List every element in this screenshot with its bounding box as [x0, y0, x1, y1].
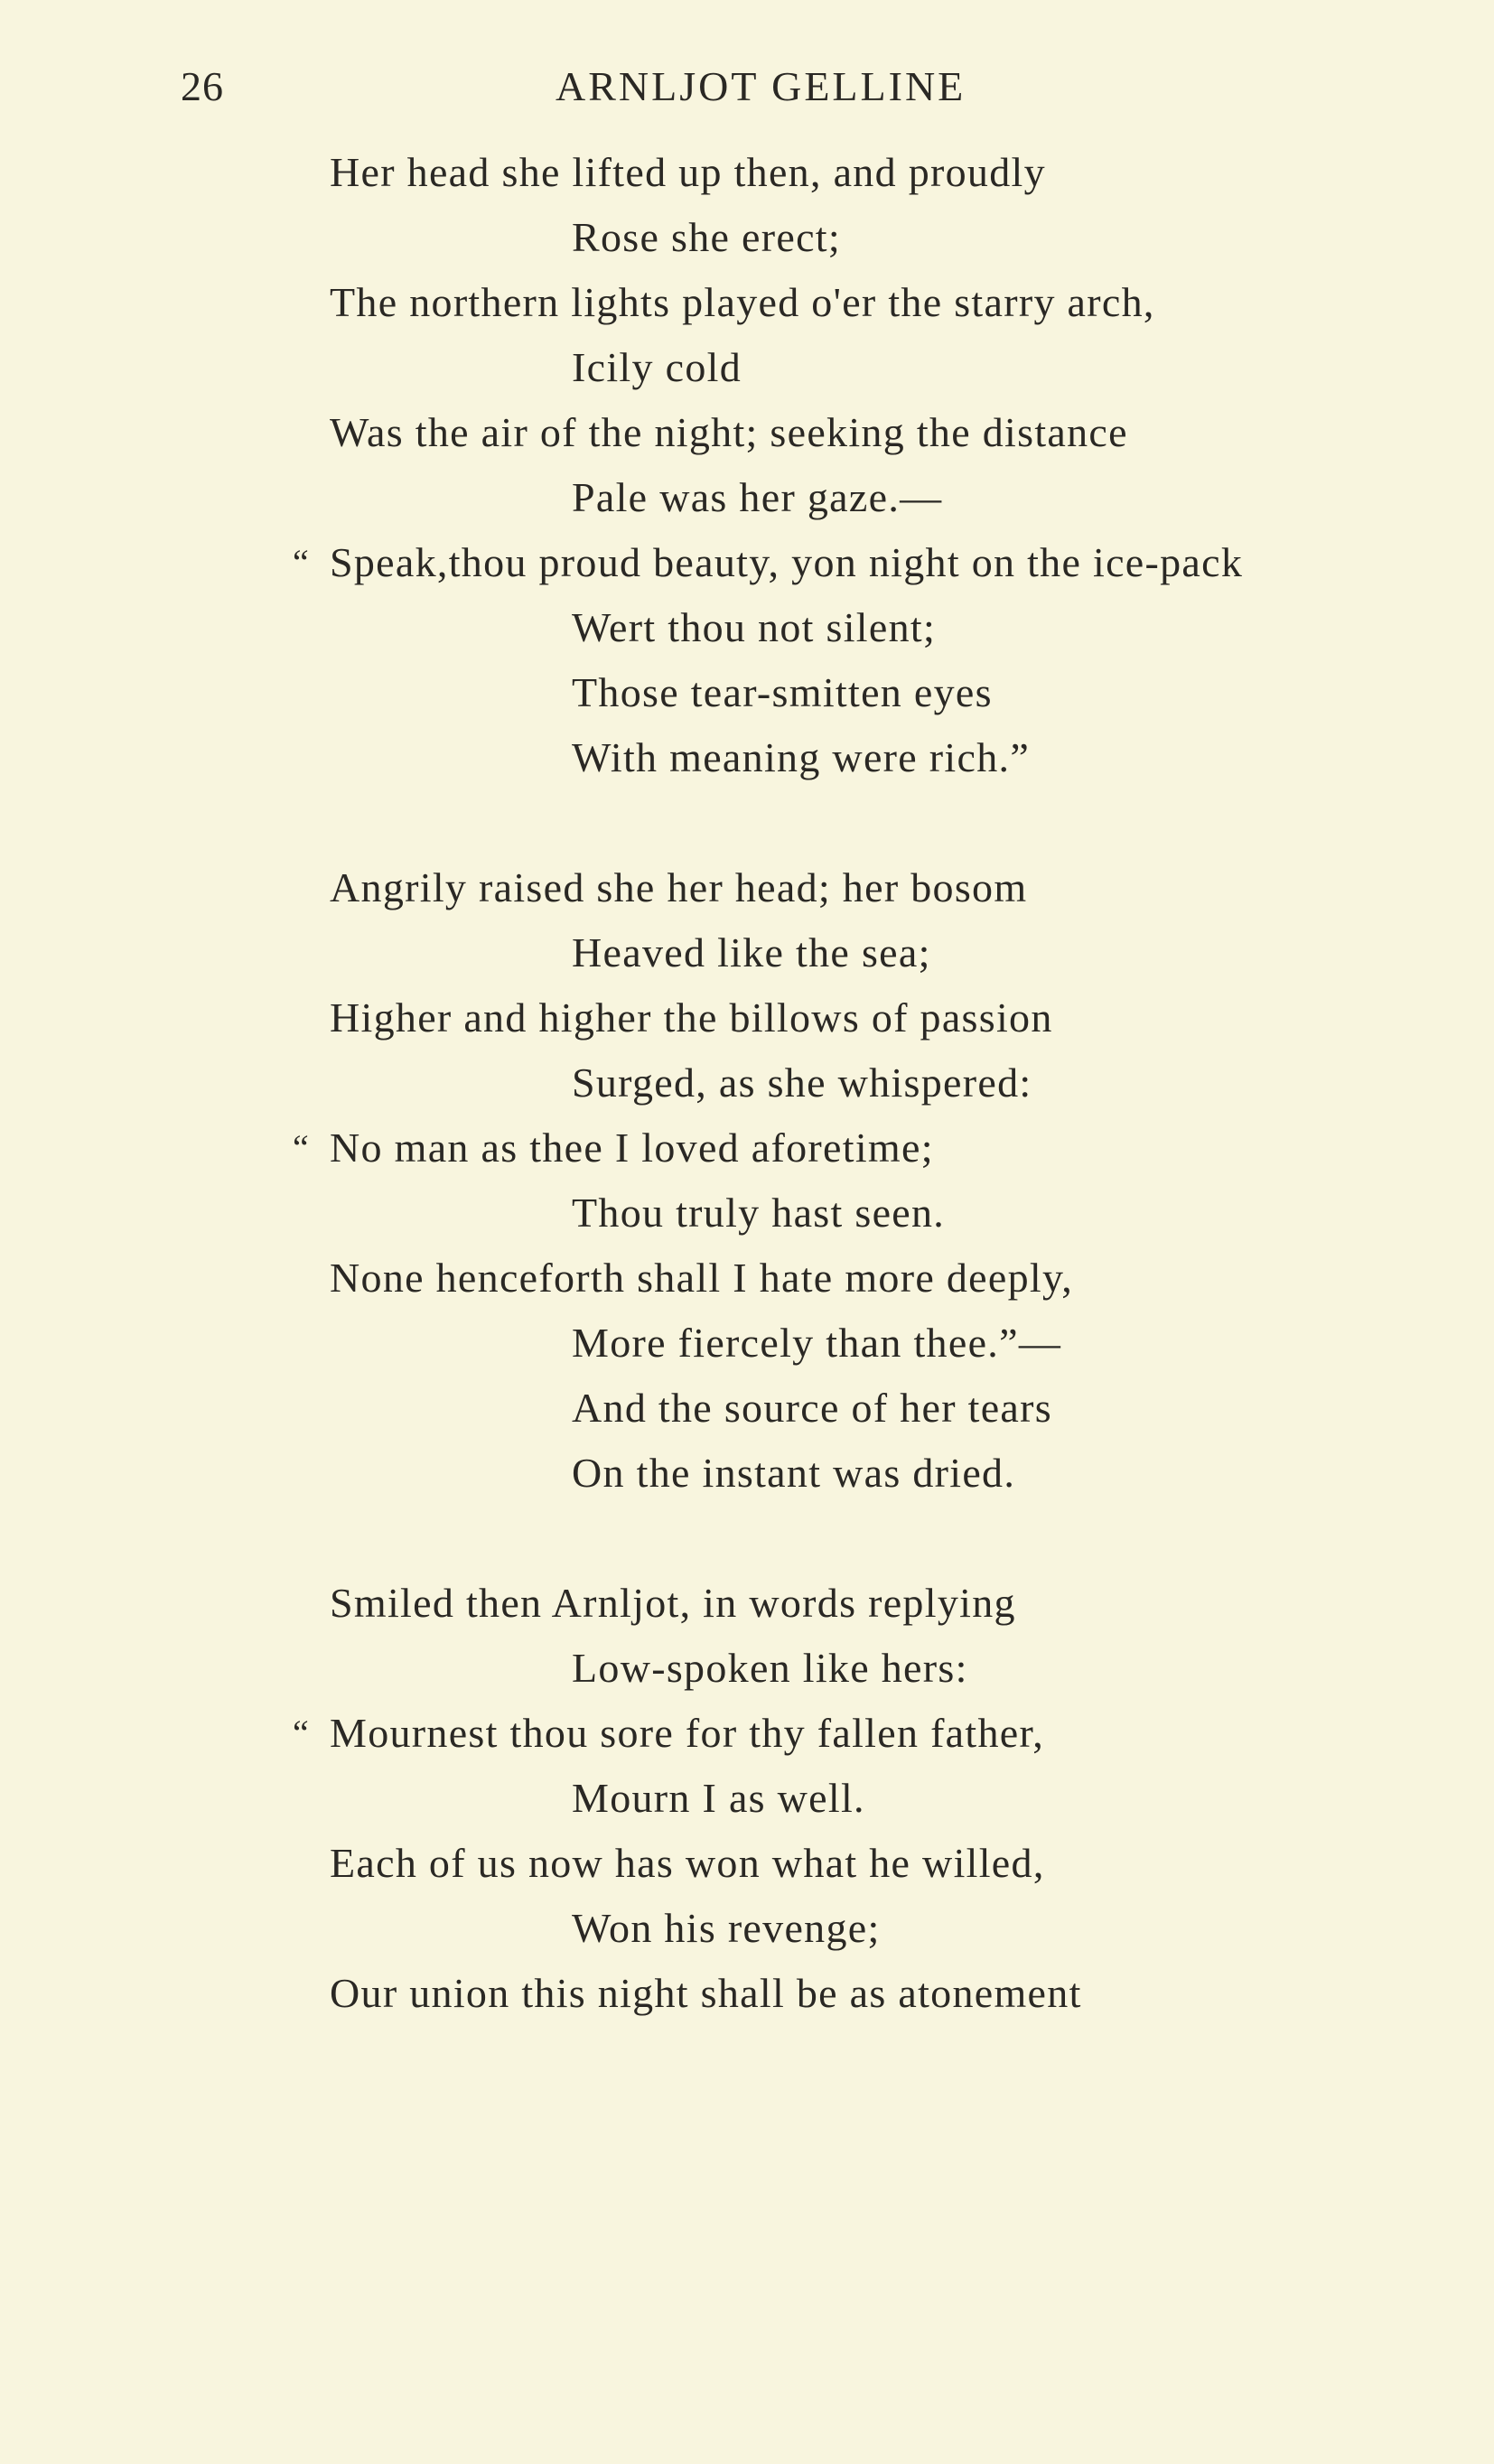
stanza	[0, 855, 1494, 1506]
poem-line-text: Smiled then Arnljot, in words replying	[330, 1580, 1016, 1626]
poem-line	[0, 1766, 1494, 1831]
poem-line-text: Low-spoken like hers:	[572, 1645, 968, 1691]
poem-line	[0, 205, 1494, 270]
poem-line-text: Rose she erect;	[572, 214, 841, 260]
poem-line-text: No man as thee I loved aforetime;	[330, 1125, 934, 1171]
poem-line-text: Speak,thou proud beauty, yon night on the ice-pack	[330, 539, 1244, 585]
poem-line	[0, 1961, 1494, 2026]
poem-line-text: Wert thou not silent;	[572, 604, 937, 650]
poem-line-text: Surged, as she whispered:	[572, 1059, 1032, 1106]
poem-line-text: The northern lights played o'er the starry arch,	[330, 279, 1155, 325]
poem-line	[0, 1701, 1494, 1766]
poem-line-text: Her head she lifted up then, and proudly	[330, 149, 1046, 195]
poem-line	[0, 1831, 1494, 1896]
poem-line	[0, 1181, 1494, 1246]
poem-line-text: Was the air of the night; seeking the distance	[330, 409, 1128, 455]
poem-line	[0, 400, 1494, 465]
poem-line	[0, 1441, 1494, 1506]
running-title: ARNLJOT GELLINE	[556, 63, 966, 109]
poem-line-text: None henceforth shall I hate more deeply,	[330, 1255, 1074, 1301]
poem-line-text: Mourn I as well.	[572, 1775, 865, 1821]
poem-line-text: Angrily raised she her head; her bosom	[330, 864, 1028, 910]
stanza	[0, 1571, 1494, 2026]
poem-line	[0, 725, 1494, 790]
poem-line	[0, 270, 1494, 335]
poem-line-text: Thou truly hast seen.	[572, 1190, 946, 1236]
poem-line-text: Won his revenge;	[572, 1905, 881, 1951]
open-quote-mark: “	[293, 1127, 311, 1168]
poem-line-text: Each of us now has won what he willed,	[330, 1840, 1045, 1886]
poem-line	[0, 465, 1494, 530]
poem-line	[0, 985, 1494, 1050]
poem-line	[0, 530, 1494, 595]
poem-line-text: Mournest thou sore for thy fallen father,	[330, 1710, 1045, 1756]
poem-line	[0, 595, 1494, 660]
page-header	[0, 60, 1494, 114]
poem-line	[0, 1050, 1494, 1115]
poem-line	[0, 855, 1494, 920]
poem-line	[0, 1311, 1494, 1376]
poem-line	[0, 1571, 1494, 1636]
poem-line	[0, 140, 1494, 205]
stanza	[0, 140, 1494, 790]
stanza-break	[0, 790, 1494, 855]
poem-line	[0, 660, 1494, 725]
poem-line	[0, 1246, 1494, 1311]
poem-line-text: Pale was her gaze.—	[572, 474, 943, 520]
poem-line	[0, 1115, 1494, 1181]
poem-line	[0, 920, 1494, 985]
open-quote-mark: “	[293, 1713, 311, 1753]
poem-line	[0, 1896, 1494, 1961]
poem-line-text: With meaning were rich.”	[572, 734, 1031, 780]
poem-line-text: Higher and higher the billows of passion	[330, 994, 1053, 1041]
poem-line	[0, 335, 1494, 400]
stanza-break	[0, 1506, 1494, 1571]
poem-text	[0, 140, 1494, 2026]
poem-line-text: Heaved like the sea;	[572, 929, 931, 975]
poem-line-text: More fiercely than thee.”—	[572, 1320, 1062, 1366]
poem-line	[0, 1636, 1494, 1701]
poem-line-text: And the source of her tears	[572, 1385, 1052, 1431]
poem-line-text: Icily cold	[572, 344, 742, 390]
page-number: 26	[181, 63, 224, 109]
poem-line	[0, 1376, 1494, 1441]
open-quote-mark: “	[293, 542, 311, 583]
poem-line-text: Our union this night shall be as atonement	[330, 1970, 1082, 2016]
poem-line-text: Those tear-smitten eyes	[572, 669, 993, 715]
poem-line-text: On the instant was dried.	[572, 1450, 1016, 1496]
